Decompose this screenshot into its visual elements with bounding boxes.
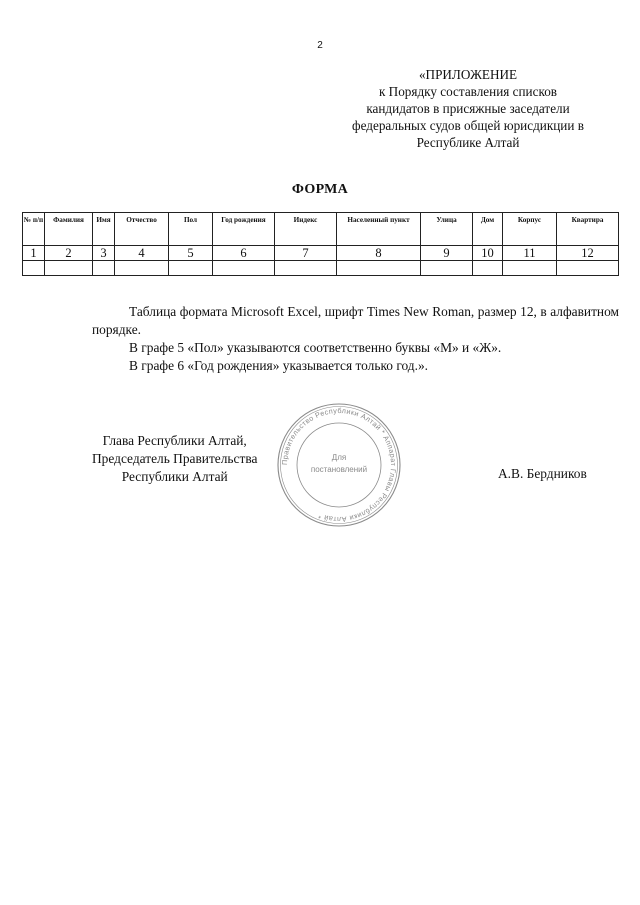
table-empty-cell bbox=[169, 261, 213, 276]
table-number-cell: 8 bbox=[337, 246, 421, 261]
table-header-cell: Улица bbox=[421, 213, 473, 246]
table-number-cell: 3 bbox=[93, 246, 115, 261]
table-number-cell: 7 bbox=[275, 246, 337, 261]
signature-title-line: Председатель Правительства bbox=[92, 451, 258, 466]
table-number-cell: 5 bbox=[169, 246, 213, 261]
appendix-line: «ПРИЛОЖЕНИЕ bbox=[418, 67, 518, 82]
appendix-header bbox=[318, 66, 618, 151]
table-empty-cell bbox=[421, 261, 473, 276]
table-number-cell: 9 bbox=[421, 246, 473, 261]
table-empty-cell bbox=[503, 261, 557, 276]
appendix-line: федеральных судов общей юрисдикции в bbox=[352, 118, 584, 133]
table-header-cell: Отчество bbox=[115, 213, 169, 246]
table-empty-cell bbox=[115, 261, 169, 276]
signature-title-line: Глава Республики Алтай, bbox=[102, 433, 247, 448]
table-empty-cell bbox=[93, 261, 115, 276]
table-empty-cell bbox=[213, 261, 275, 276]
table-header-cell: Имя bbox=[93, 213, 115, 246]
table-header-cell: Пол bbox=[169, 213, 213, 246]
table-header-cell: Год рождения bbox=[213, 213, 275, 246]
signature-title-line: Республики Алтай bbox=[121, 469, 228, 484]
note-birth-year-column: В графе 6 «Год рождения» указывается только год.». bbox=[129, 358, 428, 373]
table-header-cell: Корпус bbox=[503, 213, 557, 246]
table-number-row bbox=[23, 246, 619, 261]
table-empty-row bbox=[23, 261, 619, 276]
table-number-cell: 10 bbox=[473, 246, 503, 261]
table-header-cell: Квартира bbox=[557, 213, 619, 246]
table-number-cell: 12 bbox=[557, 246, 619, 261]
appendix-line: Республике Алтай bbox=[416, 135, 520, 150]
note-format: Таблица формата Microsoft Excel, шрифт Times New Roman, размер 12, в алфавитном порядке. bbox=[92, 304, 619, 337]
table-empty-cell bbox=[557, 261, 619, 276]
table-empty-cell bbox=[45, 261, 93, 276]
table-empty-cell bbox=[337, 261, 421, 276]
notes-block bbox=[92, 303, 619, 375]
appendix-line: кандидатов в присяжные заседатели bbox=[366, 101, 570, 116]
table-header-cell: Дом bbox=[473, 213, 503, 246]
official-seal bbox=[276, 402, 402, 528]
table-header-cell: Индекс bbox=[275, 213, 337, 246]
table-header-cell: № п/п bbox=[23, 213, 45, 246]
signature-title bbox=[92, 432, 257, 486]
table-empty-cell bbox=[473, 261, 503, 276]
seal-ring-text-path: Правительство Республики Алтай * Аппарат Главы Республики Алтай * bbox=[279, 405, 399, 525]
signature-name: А.В. Бердников bbox=[498, 466, 587, 481]
table-number-cell: 1 bbox=[23, 246, 45, 261]
form-table bbox=[22, 212, 619, 276]
table-header-cell: Фамилия bbox=[45, 213, 93, 246]
page-number: 2 bbox=[317, 40, 323, 51]
table-number-cell: 11 bbox=[503, 246, 557, 261]
table-empty-cell bbox=[275, 261, 337, 276]
note-gender-column: В графе 5 «Пол» указываются соответственно буквы «М» и «Ж». bbox=[129, 340, 502, 355]
table-number-cell: 2 bbox=[45, 246, 93, 261]
table-number-cell: 4 bbox=[115, 246, 169, 261]
table-header-cell: Населенный пункт bbox=[337, 213, 421, 246]
table-empty-cell bbox=[23, 261, 45, 276]
table-number-cell: 6 bbox=[213, 246, 275, 261]
seal-center-line: Для bbox=[331, 453, 347, 462]
seal-center-line: постановлений bbox=[310, 465, 368, 474]
appendix-line: к Порядку составления списков bbox=[378, 84, 558, 99]
table-header-row bbox=[23, 213, 619, 246]
form-title: ФОРМА bbox=[291, 182, 349, 197]
